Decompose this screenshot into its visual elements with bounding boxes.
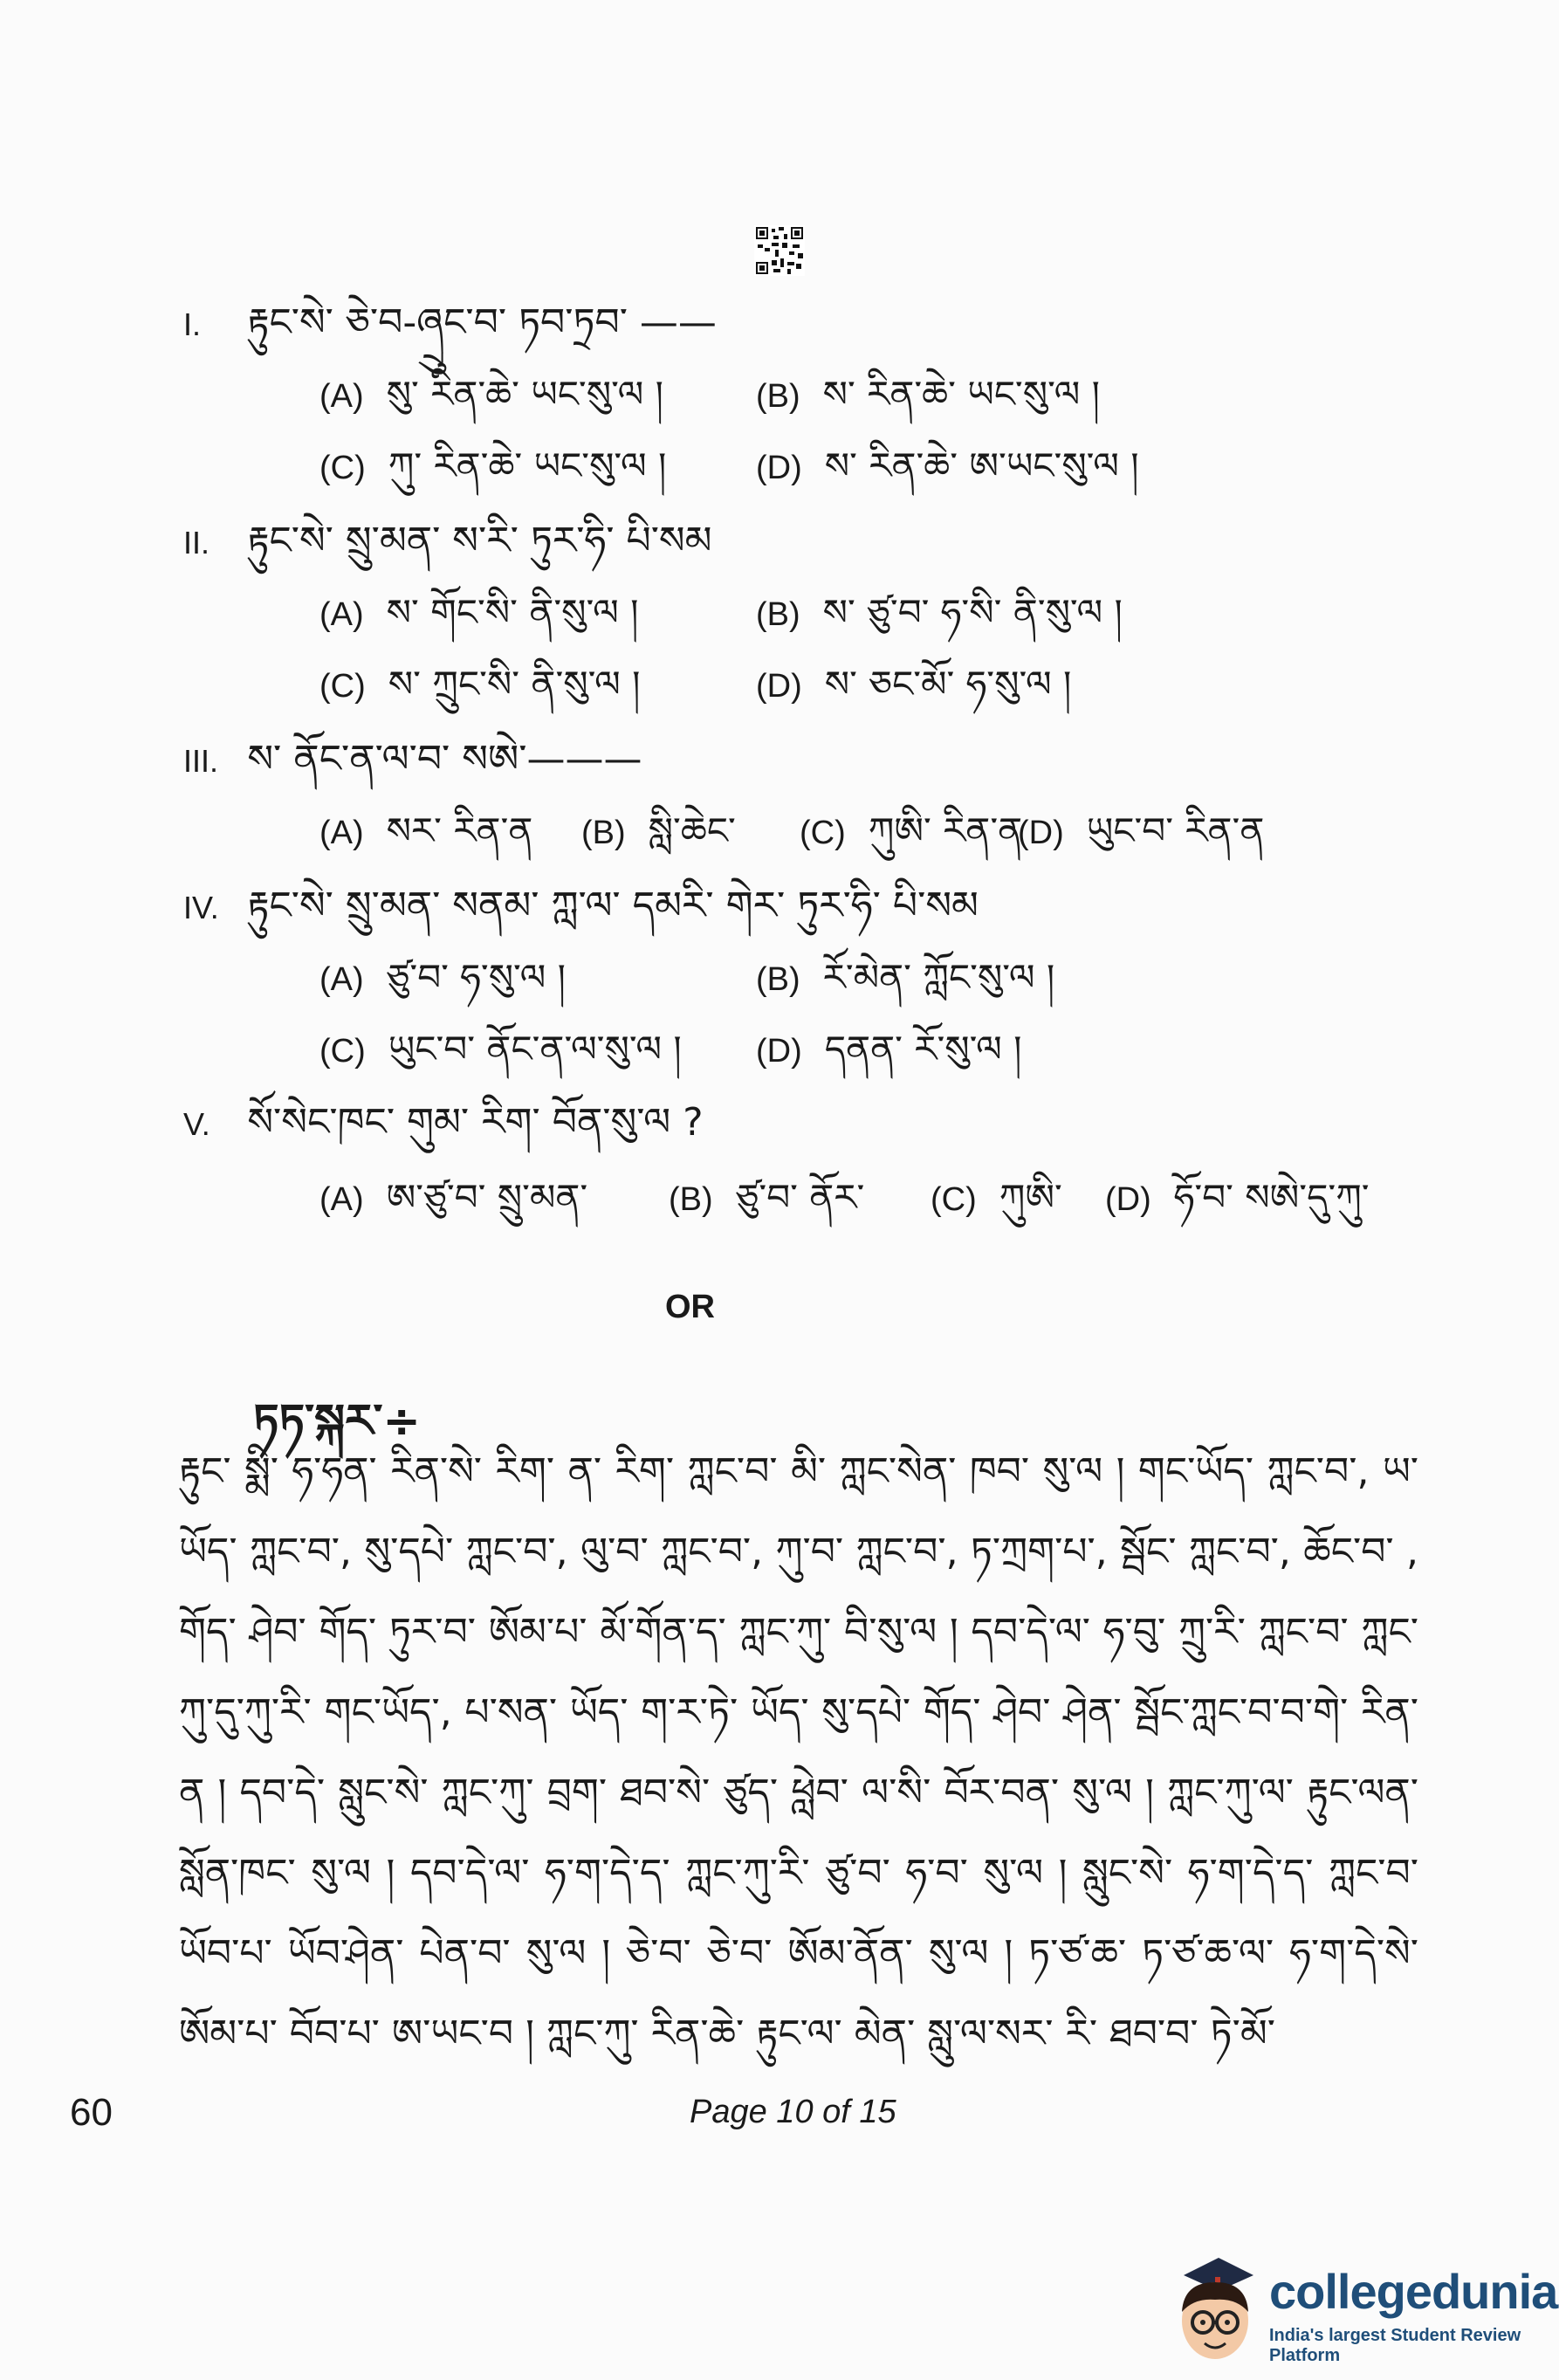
option-b	[756, 952, 1054, 1006]
option-text: ཀུཨི་	[999, 1176, 1062, 1219]
question-text: ས་ ནོང་ན་ལ་བ་ སཨེ་———	[247, 737, 642, 781]
qr-code-icon	[754, 225, 805, 276]
brand-tagline: India's largest Student Review Platform	[1269, 2326, 1521, 2365]
option-b	[756, 368, 1100, 423]
option-a	[319, 1172, 587, 1226]
option-text: ཀུ་ རིན་ཆེ་ ཡང་སུ་ལ །	[388, 444, 667, 487]
option-text: སླི་ཆེང་	[648, 809, 736, 852]
page-indicator: Page 10 of 15	[690, 2094, 896, 2130]
option-label: (D)	[756, 1033, 802, 1070]
option-text: སར་ རིན་ན	[386, 809, 533, 852]
option-text: ཡུང་བ་ ནོང་ན་ལ་སུ་ལ །	[388, 1028, 682, 1070]
option-label: (A)	[319, 378, 364, 415]
answer-paragraph: རྟུང་ སྨི་ ཧ་ཧན་ རིན་སེ་ རིག་ ན་ རིག་ ཀླང་བ་ མི་ ཀླང་སེན་ ཁབ་ སུ་ལ ། གང་ཡོད་ ཀླང་བ་, ཡ་ཡོད་ ཀླང་བ་, སུ་དཔེ་ ཀླང་བ་, ལུ་བ་ ཀླང་བ་, ཀུ་བ་ ཀླང་བ་, ཏ་ཀྲག་པ་, སྦོང་ ཀླང་བ་, ཆོང་བ་ , གོད་ ཤེབ་ གོད་ ཏུར་བ་ ཨོམ་པ་ མོ་གོན་ད་ ཀླང་ཀུ་ བི་སུ་ལ ། དབ་དེ་ལ་ ཧ་བུ་ ཀྲུ་རི་ ཀླང་བ་ ཀླང་ཀུ་དུ་ཀུ་རི་ གང་ཡོད་, པ་སན་ ཡོད་ ག་ར་ཏེ་ ཡོད་ སུ་དཔེ་ གོད་ ཤེབ་ ཤེན་ སྦོང་ཀླང་བ་བ་གེ་ རིན་ན ། དབ་དེ་ སླུང་སེ་ ཀླང་ཀུ་ བྲག་ ཐབ་སེ་ ཙུད་ ཕླེབ་ ལ་སི་ བོར་བན་ སུ་ལ ། ཀླང་ཀུ་ལ་ རྟུང་ལན་ སློན་ཁང་ སུ་ལ ། དབ་དེ་ལ་ ཧ་ག་དེ་ད་ ཀླང་ཀུ་རི་ ཙུ་བ་ ཧ་བ་ སུ་ལ ། སླུང་སེ་ ཧ་ག་དེ་ད་ ཀླང་བ་ ཡོབ་པ་ ཡོབ་ཤེན་ པེན་བ་ སུ་ལ ། ཅེ་བ་ ཅེ་བ་ ཨོམ་ནོན་ སུ་ལ ། ཏ་ཙ་ཆ་ ཏ་ཙ་ཆ་ལ་ ཧ་ག་དེ་སེ་ ཨོམ་པ་ བོབ་པ་ ཨ་ཡང་བ ། ཀླང་ཀུ་ རིན་ཆེ་ རྟུང་ལ་ མེན་ སླུ་ལ་སར་ རི་ ཐབ་བ་ ཏེ་མོ་	[179, 1449, 1418, 2056]
option-text: དནན་ རོ་སུ་ལ །	[824, 1028, 1022, 1070]
option-c	[319, 658, 641, 712]
question-3	[183, 733, 642, 788]
option-label: (B)	[669, 1181, 713, 1218]
option-b	[669, 1172, 864, 1226]
question-text: སོ་སེང་ཁང་ གུམ་ རིག་ བོན་སུ་ལ ?	[247, 1100, 704, 1145]
option-a	[319, 587, 638, 641]
option-label: (D)	[1018, 815, 1064, 851]
mascot-icon	[1166, 2251, 1262, 2373]
option-d	[1018, 805, 1264, 859]
option-label: (A)	[319, 815, 364, 851]
option-text: སུ་ རིན་ཆེ་ ཡང་སུ་ལ །	[386, 373, 663, 416]
question-number: I.	[183, 306, 202, 342]
option-c	[800, 805, 1022, 859]
option-c	[931, 1172, 1062, 1226]
question-number: III.	[183, 743, 219, 779]
question-2	[183, 515, 712, 569]
option-label: (D)	[1105, 1181, 1151, 1218]
page-number: 60	[70, 2091, 113, 2134]
option-text: ཡུང་བ་ རིན་ན	[1086, 809, 1265, 852]
option-label: (C)	[319, 450, 366, 486]
option-label: (C)	[319, 1033, 366, 1070]
option-a	[319, 805, 532, 859]
question-text: རྟུང་སེ་ ཅེ་བ-ཞྲུང་བ་ ཏབ་ཏྲབ་ ——	[247, 300, 717, 345]
option-text: ཀུཨི་ རིན་ན	[868, 809, 1023, 852]
option-d	[756, 658, 1071, 712]
option-text: ཧོ་བ་ སཨེ་དུ་ཀུ་	[1173, 1176, 1370, 1219]
option-label: (B)	[756, 378, 800, 415]
option-text: ཙུ་བ་ ནོར་	[735, 1176, 865, 1219]
option-text: ས་ ཙུ་བ་ ཧ་སི་ ནི་སུ་ལ །	[822, 591, 1123, 634]
question-1	[183, 297, 717, 351]
question-4	[183, 880, 979, 934]
option-d	[756, 440, 1139, 494]
answer-heading: ཏཏ་སྐར་÷	[253, 1395, 421, 1448]
option-label: (C)	[931, 1181, 977, 1218]
option-b	[756, 587, 1123, 641]
question-number: II.	[183, 525, 210, 561]
option-text: ས་ རིན་ཆེ་ ཡང་སུ་ལ །	[822, 373, 1100, 416]
option-d	[1105, 1172, 1370, 1226]
option-a	[319, 368, 663, 423]
option-label: (D)	[756, 668, 802, 705]
option-c	[319, 440, 666, 494]
question-text: རྟུང་སེ་ སྲུ་མན་ ས་རི་ ཏུར་ཧི་ པི་སམ	[247, 519, 712, 563]
question-text: རྟུང་སེ་ སྲུ་མན་ སནམ་ ཀླ་ལ་ དམརི་ གེར་ ཏུར་ཧི་ པི་སམ	[247, 884, 979, 928]
brand-name: collegedunia	[1269, 2264, 1558, 2319]
option-b	[581, 805, 736, 859]
option-d	[756, 1023, 1022, 1077]
option-text: ཨ་ཙུ་བ་ སྲུ་མན་	[386, 1176, 588, 1219]
option-label: (B)	[756, 961, 800, 998]
option-label: (A)	[319, 596, 364, 633]
option-a	[319, 952, 566, 1006]
option-label: (C)	[800, 815, 846, 851]
option-text: ས་ ཀྲུང་སི་ ནི་སུ་ལ །	[388, 663, 641, 705]
option-label: (A)	[319, 961, 364, 998]
option-c	[319, 1023, 682, 1077]
option-label: (B)	[581, 815, 626, 851]
option-text: ས་ ཅང་མོ་ ཧ་སུ་ལ །	[824, 663, 1072, 705]
question-5	[183, 1097, 704, 1151]
option-text: ཙུ་བ་ ཧ་སུ་ལ །	[386, 956, 566, 999]
option-label: (C)	[319, 668, 366, 705]
option-label: (A)	[319, 1181, 364, 1218]
option-text: ས་ གོང་སི་ ནི་སུ་ལ །	[386, 591, 639, 634]
brand-watermark	[1166, 2251, 1558, 2373]
or-label: OR	[665, 1289, 715, 1325]
option-text: རོ་མེན་ ཀློང་སུ་ལ །	[822, 956, 1055, 999]
option-label: (D)	[756, 450, 802, 486]
option-label: (B)	[756, 596, 800, 633]
option-text: ས་ རིན་ཆེ་ ཨ་ཡང་སུ་ལ །	[824, 444, 1139, 487]
question-number: IV.	[183, 890, 219, 925]
question-number: V.	[183, 1106, 210, 1142]
